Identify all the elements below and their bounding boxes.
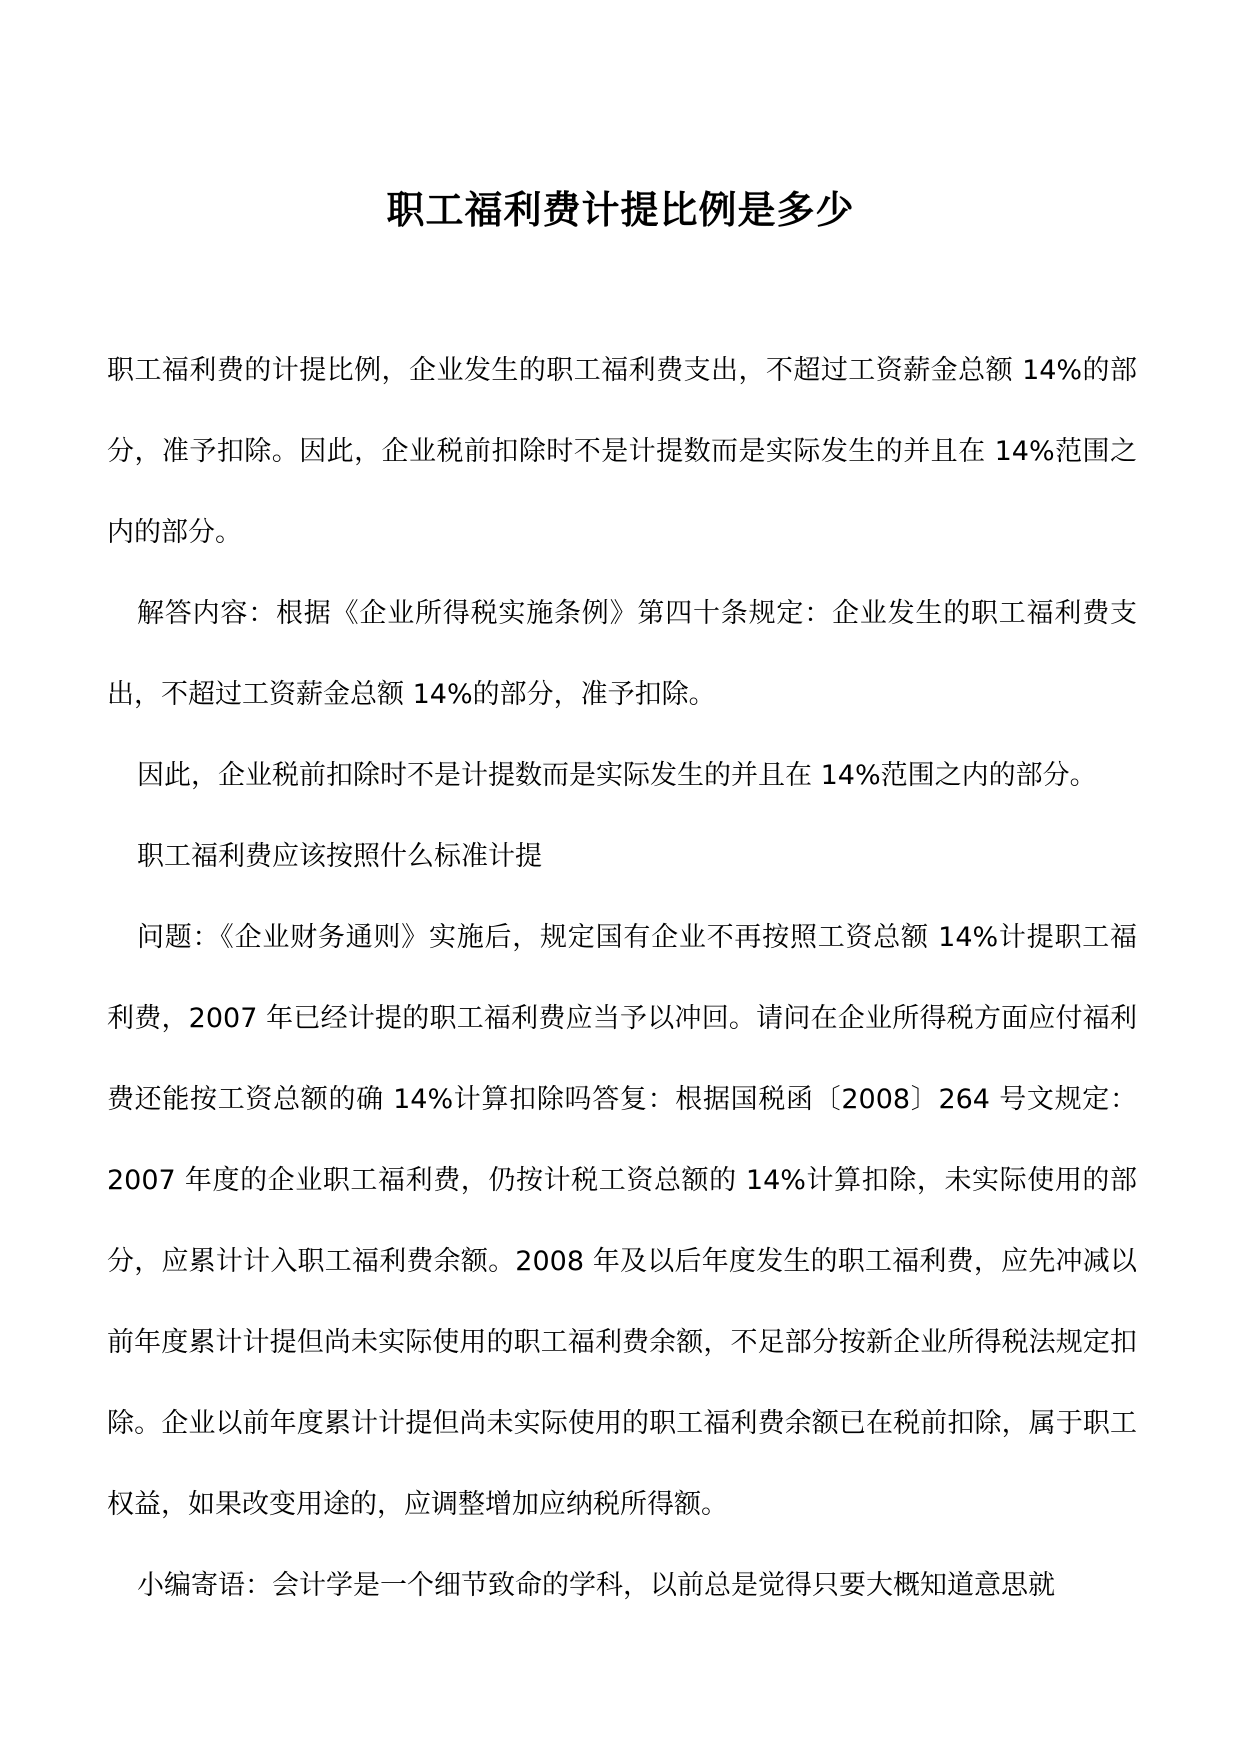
- paragraph-subheading: 职工福利费应该按照什么标准计提: [137, 841, 542, 872]
- paragraph-answer: 解答内容：根据《企业所得税实施条例》第四十条规定：企业发生的职工福利费支出，不超过工资薪金总额 14%的部分，准予扣除。: [107, 598, 1137, 710]
- paragraph-intro: 职工福利费的计提比例，企业发生的职工福利费支出，不超过工资薪金总额 14%的部分，准予扣除。因此，企业税前扣除时不是计提数而是实际发生的并且在 14%范围之内的部分。: [107, 355, 1137, 548]
- document-title: 职工福利费计提比例是多少: [386, 188, 855, 233]
- paragraph-therefore: 因此，企业税前扣除时不是计提数而是实际发生的并且在 14%范围之内的部分。: [137, 760, 1097, 791]
- paragraph-question: 问题：《企业财务通则》实施后，规定国有企业不再按照工资总额 14%计提职工福利费，2007 年已经计提的职工福利费应当予以冲回。请问在企业所得税方面应付福利费还能按工资总额的确 14%计算扣除吗答复：根据国税函〔2008〕264 号文规定：2007 年度的企业职工福利费，仍按计税工资总额的 14%计算扣除，未实际使用的部分，应累计计入职工福利费余额。2008 年及以后年度发生的职工福利费，应先冲减以前年度累计计提但尚未实际使用的职工福利费余额，不足部分按新企业所得税法规定扣除。企业以前年度累计计提但尚未实际使用的职工福利费余额已在税前扣除，属于职工权益，如果改变用途的，应调整增加应纳税所得额。: [107, 922, 1137, 1520]
- paragraph-editor-note: 小编寄语：会计学是一个细节致命的学科，以前总是觉得只要大概知道意思就: [137, 1570, 1055, 1601]
